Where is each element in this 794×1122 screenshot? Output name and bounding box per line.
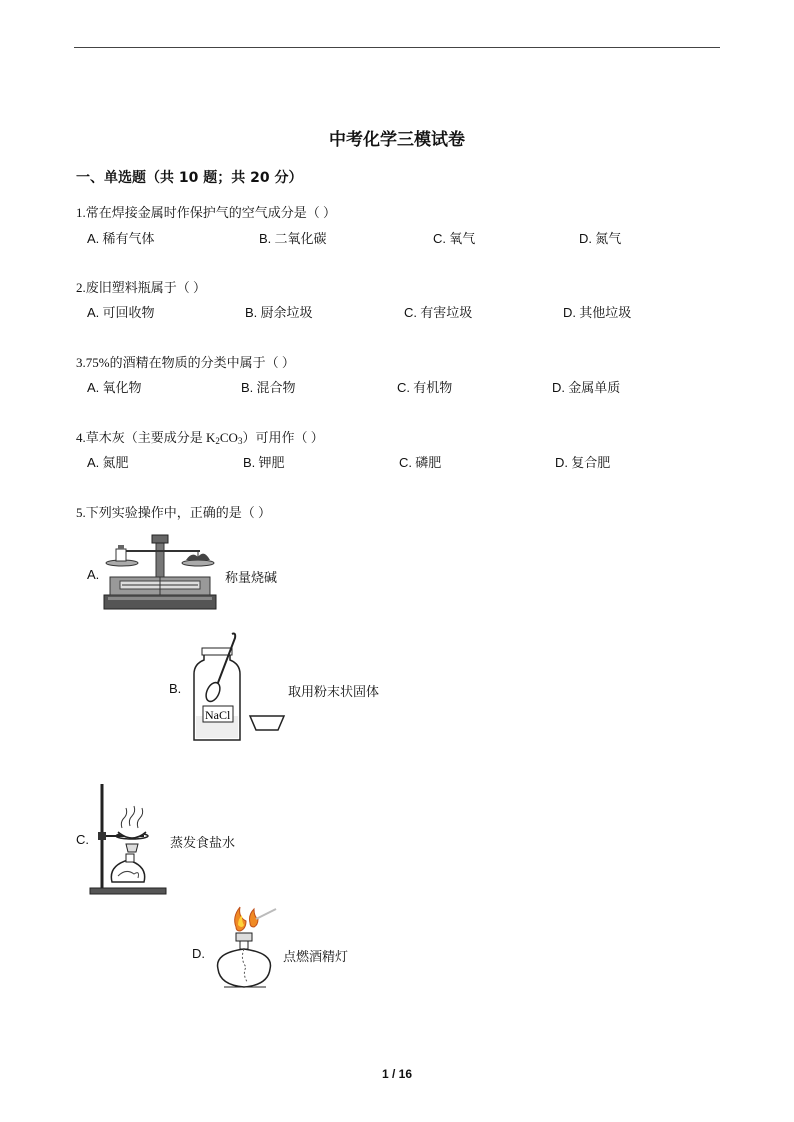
question-2-option-b[interactable]: B. 厨余垃圾	[245, 305, 313, 320]
question-5-option-d-letter[interactable]: D.	[192, 946, 205, 961]
header-rule	[74, 47, 720, 48]
question-5-option-b-caption: 取用粉末状固体	[288, 684, 380, 699]
question-4-option-b[interactable]: B. 钾肥	[243, 455, 285, 470]
question-4-option-c[interactable]: C. 磷肥	[399, 455, 442, 470]
reagent-jar-figure	[188, 630, 288, 742]
balance-scale-figure	[100, 533, 220, 611]
question-1-option-a[interactable]: A. 稀有气体	[87, 231, 155, 246]
question-5-option-c-caption: 蒸发食盐水	[170, 835, 236, 850]
question-4-option-a[interactable]: A. 氮肥	[87, 455, 129, 470]
question-5-option-b-letter[interactable]: B.	[169, 681, 182, 696]
question-3-stem: 3.75%的酒精在物质的分类中属于（ ）	[76, 355, 295, 370]
question-3-option-d[interactable]: D. 金属单质	[552, 380, 621, 395]
nacl-label: NaCl	[205, 708, 231, 722]
evaporation-setup-figure	[88, 780, 170, 896]
question-1-stem: 1.常在焊接金属时作保护气的空气成分是（ ）	[76, 205, 337, 220]
question-4-stem: 4.草木灰（主要成分是 $K_2CO_3$）可用作（ ）	[76, 430, 324, 446]
page-title: 中考化学三模试卷	[329, 130, 465, 150]
question-5-stem: 5.下列实验操作中，正确的是（ ）	[76, 505, 272, 520]
question-2-option-a[interactable]: A. 可回收物	[87, 305, 155, 320]
question-1-option-d[interactable]: D. 氮气	[579, 231, 622, 246]
question-1-option-b[interactable]: B. 二氧化碳	[259, 231, 327, 246]
question-3-option-c[interactable]: C. 有机物	[397, 380, 453, 395]
alcohol-lamp-figure	[210, 905, 282, 993]
question-5-option-a-letter[interactable]: A.	[87, 567, 100, 582]
section-heading: 一、单选题（共 10 题；共 20 分）	[76, 170, 303, 186]
question-4-option-d[interactable]: D. 复合肥	[555, 455, 611, 470]
question-2-stem: 2.废旧塑料瓶属于（ ）	[76, 280, 207, 295]
question-2-option-c[interactable]: C. 有害垃圾	[404, 305, 473, 320]
question-3-option-a[interactable]: A. 氧化物	[87, 380, 142, 395]
question-2-option-d[interactable]: D. 其他垃圾	[563, 305, 632, 320]
question-5-option-d-caption: 点燃酒精灯	[283, 949, 349, 964]
page-number: 1 / 16	[381, 1067, 413, 1081]
question-1-option-c[interactable]: C. 氧气	[433, 231, 476, 246]
question-5-option-a-caption: 称量烧碱	[225, 570, 278, 585]
question-3-option-b[interactable]: B. 混合物	[241, 380, 296, 395]
question-5-option-c-letter[interactable]: C.	[76, 832, 89, 847]
